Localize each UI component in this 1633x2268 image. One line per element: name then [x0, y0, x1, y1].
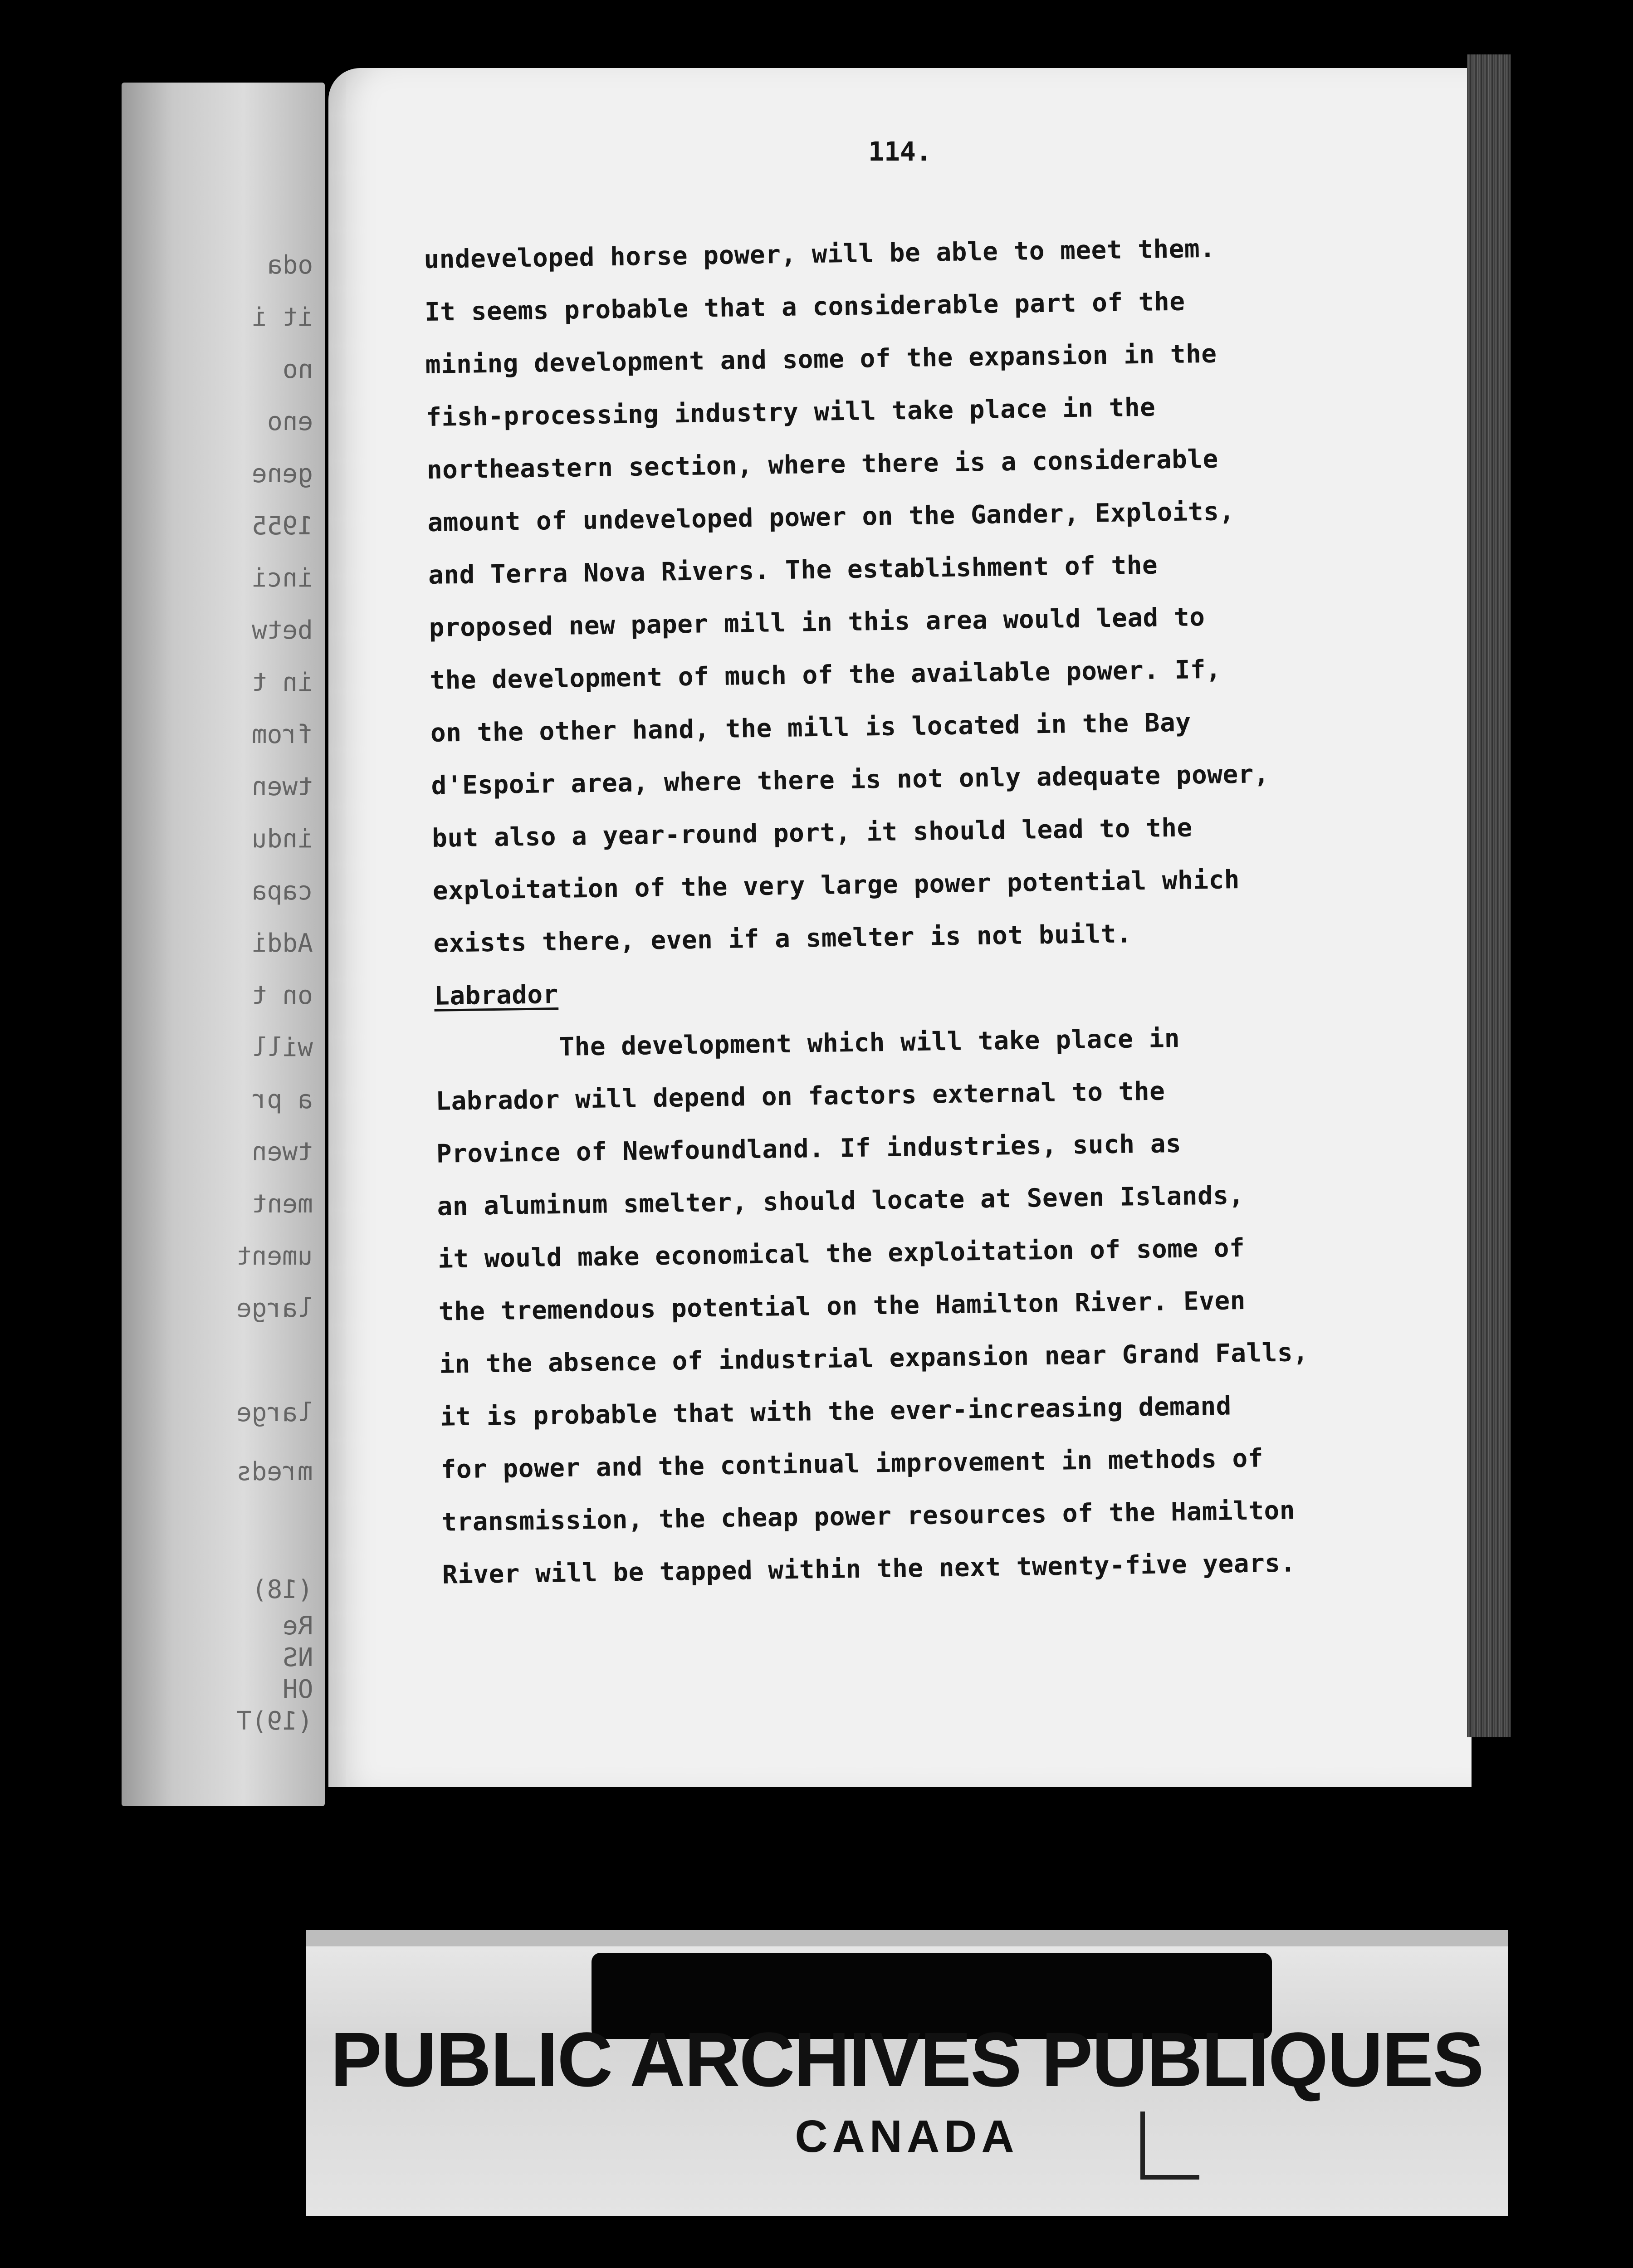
fragment-line: indu: [252, 824, 313, 854]
text-line: and Terra Nova Rivers. The establishment of the: [428, 550, 1158, 590]
text-line: but also a year-round port, it should lead to the: [431, 813, 1193, 853]
fragment-line: a pr: [252, 1085, 313, 1114]
fragment-line: twen: [252, 772, 313, 802]
text-line: it would make economical the exploitation of some of: [437, 1233, 1245, 1274]
text-line: mining development and some of the expansion in the: [425, 339, 1217, 380]
document-page: [328, 68, 1472, 1787]
fragment-line: from: [252, 720, 313, 749]
fragment-line: mreds: [236, 1457, 313, 1486]
text-line: Province of Newfoundland. If industries, such as: [436, 1129, 1182, 1169]
text-line: transmission, the cheap power resources of the Hamilton: [441, 1496, 1296, 1537]
fragment-line: capa: [252, 876, 313, 906]
text-line: northeastern section, where there is a considerable: [426, 444, 1219, 485]
section-heading-labrador: Labrador: [434, 980, 559, 1011]
fragment-line: on t: [252, 981, 313, 1010]
fragment-line: ment: [252, 1189, 313, 1219]
label-notch-mark: [1140, 2112, 1199, 2180]
fragment-line: in t: [252, 668, 313, 697]
fragment-line: (18): [252, 1575, 313, 1604]
text-line: d'Espoir area, where there is not only adequate power,: [431, 759, 1270, 801]
text-line: exploitation of the very large power potential which: [432, 865, 1240, 906]
text-line: undeveloped horse power, will be able to meet them.: [424, 234, 1216, 274]
text-line: proposed new paper mill in this area would lead to: [429, 602, 1205, 643]
text-line: for power and the continual improvement in methods of: [440, 1443, 1264, 1485]
text-line: the development of much of the available power. If,: [429, 655, 1222, 695]
fragment-line: (19)T: [236, 1706, 313, 1736]
fragment-line: large: [236, 1294, 313, 1323]
fragment-line: inci: [252, 563, 313, 593]
typed-body-text: [424, 230, 1449, 1590]
fragment-line: Re: [282, 1611, 313, 1641]
fragment-line: large: [236, 1398, 313, 1427]
archive-subtitle: CANADA: [795, 2111, 1019, 2162]
fragment-line: no: [282, 355, 313, 384]
fragment-line: gene: [252, 459, 313, 489]
fragment-line: twen: [252, 1137, 313, 1167]
text-line: the tremendous potential on the Hamilton River. Even: [438, 1286, 1246, 1327]
text-line: an aluminum smelter, should locate at Seven Islands,: [437, 1180, 1245, 1222]
text-line: River will be tapped within the next twenty-five years.: [442, 1548, 1296, 1590]
text-line: in the absence of industrial expansion near Grand Falls,: [439, 1338, 1309, 1379]
previous-page-text: [122, 83, 325, 1806]
text-line: exists there, even if a smelter is not built.: [433, 919, 1132, 958]
text-line: amount of undeveloped power on the Gander, Exploits,: [427, 497, 1235, 538]
fragment-line: will: [252, 1033, 313, 1062]
book-page-edges: [1467, 54, 1511, 1737]
text-line: Labrador will depend on factors external to the: [435, 1076, 1165, 1116]
previous-page-sliver: [122, 83, 325, 1806]
fragment-line: NS: [282, 1643, 313, 1672]
fragment-line: 1955: [252, 511, 313, 541]
fragment-line: ument: [236, 1242, 313, 1271]
text-line: fish-processing industry will take place in the: [425, 392, 1156, 432]
archive-label: [306, 1930, 1508, 2216]
page-number: 114.: [868, 136, 932, 167]
archive-title: PUBLIC ARCHIVES PUBLIQUES: [330, 2017, 1483, 2103]
fragment-line: eno: [267, 407, 313, 436]
text-line: on the other hand, the mill is located in the Bay: [430, 708, 1191, 748]
text-line: it is probable that with the ever-increasing demand: [440, 1391, 1232, 1432]
text-line: The development which will take place in: [435, 1023, 1180, 1064]
fragment-line: oda: [267, 250, 313, 280]
fragment-line: it i: [252, 303, 313, 332]
label-border: [306, 1930, 1508, 1946]
text-line: It seems probable that a considerable part of the: [424, 287, 1185, 327]
fragment-line: OH: [282, 1675, 313, 1704]
fragment-line: betw: [252, 616, 313, 645]
fragment-line: Addi: [252, 929, 313, 958]
